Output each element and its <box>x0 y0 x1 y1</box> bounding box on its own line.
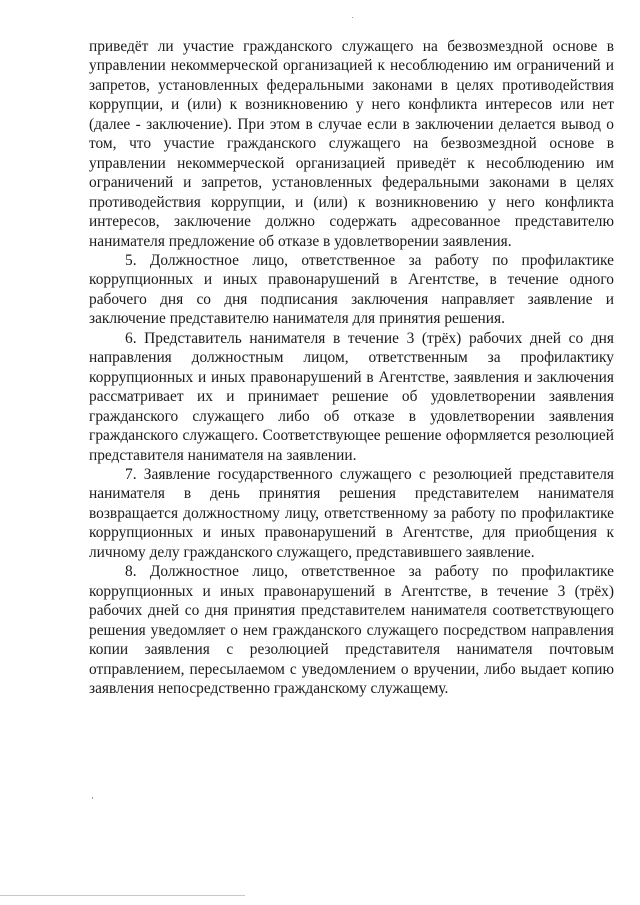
paragraph-8: 8. Должностное лицо, ответственное за работу по профилактике коррупционных и иных правонарушений в Агентстве, в течение 3 (трёх) рабочих дней со дня принятия представителем нанимателя соответствующего решения уведомляет о нем гражданского служащего посредством направления копии заявления с резолюцией представителя нанимателя почтовым отправлением, пересылаемом с уведомлением о вручении, либо выдает копию заявления непосредственно гражданскому служащему. <box>89 563 614 697</box>
paragraph-continuation: приведёт ли участие гражданского служащего на безвозмездной основе в управлении некоммерческой организацией к несоблюдению им ограничений и запретов, установленных федеральными законами в целях противодействия коррупции, и (или) к возникновению у него конфликта интересов или нет (далее - заключение). При этом в случае если в заключении делается вывод о том, что участие гражданского служащего на безвозмездной основе в управлении некоммерческой организацией приведёт к несоблюдению им ограничений и запретов, установленных федеральными законами в целях противодействия коррупции, и (или) к возникновению у него конфликта интересов, заключение должно содержать адресованное представителю нанимателя предложение об отказе в удовлетворении заявления. <box>89 38 614 250</box>
scan-dot <box>352 17 353 18</box>
document-body <box>89 37 614 698</box>
footer-rule <box>0 895 245 896</box>
paragraph-5: 5. Должностное лицо, ответственное за работу по профилактике коррупционных и иных правонарушений в Агентстве, в течение одного рабочего дня со дня подписания заключения направляет заявление и заключение представителю нанимателя для принятия решения. <box>89 251 614 328</box>
paragraph-6: 6. Представитель нанимателя в течение 3 (трёх) рабочих дней со дня направления должностным лицом, ответственным за профилактику коррупционных и иных правонарушений в Агентстве, заявления и заключения рассматривает их и принимает решение об удовлетворении заявления гражданского служащего либо об отказе в удовлетворении заявления гражданского служащего. Соответствующее решение оформляется резолюцией представителя нанимателя на заявлении. <box>89 329 614 464</box>
scan-dot <box>92 797 93 799</box>
paragraph-7: 7. Заявление государственного служащего с резолюцией представителя нанимателя в день принятия решения представителем нанимателя возвращается должностному лицу, ответственному за работу по профилактике коррупционных и иных правонарушений в Агентстве, для приобщения к личному делу гражданского служащего, представившего заявление. <box>89 465 614 561</box>
